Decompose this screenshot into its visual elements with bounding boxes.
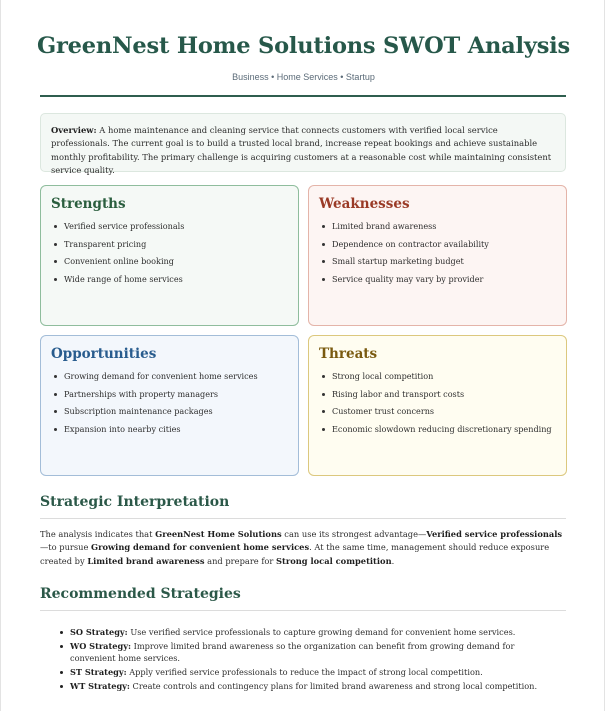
opportunity-item: Growing demand for convenient home services [51, 371, 288, 382]
strategy-item [58, 680, 558, 692]
strategies-list [58, 626, 558, 694]
weakness-item: Dependence on contractor availability [319, 239, 556, 250]
strategy-label: SO Strategy: [70, 627, 128, 637]
weaknesses-title: Weaknesses [319, 196, 410, 212]
threat-item: Customer trust concerns [319, 406, 556, 417]
strategy-text: Use verified service professionals to capture growing demand for convenient home services. [127, 627, 516, 637]
strategies-heading: Recommended Strategies [40, 586, 241, 602]
opportunities-list [51, 371, 288, 435]
opportunity-item: Partnerships with property managers [51, 389, 288, 400]
strategy-label: WO Strategy: [70, 641, 131, 651]
weakness-item: Small startup marketing budget [319, 256, 556, 267]
threats-list [319, 371, 556, 435]
strategy-text: Apply verified service professionals to reduce the impact of strong local competition. [126, 667, 483, 677]
interp-text: . [391, 555, 395, 566]
strength-item: Transparent pricing [51, 239, 288, 250]
threats-card [308, 335, 567, 476]
interpretation-divider [40, 518, 566, 519]
interp-emphasis: Verified service professionals [426, 529, 563, 539]
strengths-title: Strengths [51, 196, 126, 212]
strength-item: Convenient online booking [51, 256, 288, 267]
weakness-item: Service quality may vary by provider [319, 274, 556, 285]
strength-item: Verified service professionals [51, 221, 288, 232]
weaknesses-list [319, 221, 556, 285]
strength-item: Wide range of home services [51, 274, 288, 285]
strengths-list [51, 221, 288, 285]
overview-box [40, 113, 566, 176]
strategy-item [58, 666, 558, 678]
interp-text: . At the same time, management should reduce exposure created by [40, 542, 550, 566]
overview-text: A home maintenance and cleaning service that connects customers with verified local service professionals. The current goal is to build a trusted local brand, increase repeat bookings and achieve sustainable monthly profitability. The primary challenge is acquiring customers at a reasonable cost while maintaining consistent service quality. [51, 125, 552, 176]
weakness-item: Limited brand awareness [319, 221, 556, 232]
interp-emphasis: Strong local competition [276, 555, 392, 566]
interp-emphasis: GreenNest Home Solutions [155, 529, 282, 539]
threat-item: Strong local competition [319, 371, 556, 382]
interp-text: can use its strongest advantage— [281, 529, 427, 539]
strategy-label: ST Strategy: [70, 667, 127, 677]
strengths-card [40, 185, 299, 326]
overview-label: Overview: [51, 125, 97, 135]
strategies-divider [40, 610, 566, 611]
strategy-text: Improve limited brand awareness so the organization can benefit from growing demand for convenient home services. [70, 641, 515, 663]
weaknesses-card [308, 185, 567, 326]
strategy-item [58, 640, 558, 664]
interp-text: and prepare for [204, 555, 277, 566]
interpretation-heading: Strategic Interpretation [40, 494, 230, 510]
interp-emphasis: Growing demand for convenient home services [91, 542, 310, 553]
strategy-text: Create controls and contingency plans for limited brand awareness and strong local competition. [129, 681, 538, 691]
opportunities-title: Opportunities [51, 346, 157, 362]
header-divider [40, 95, 566, 97]
threat-item: Economic slowdown reducing discretionary spending [319, 424, 556, 435]
opportunity-item: Subscription maintenance packages [51, 406, 288, 417]
page-subtitle: Business • Home Services • Startup [232, 72, 375, 82]
strategy-item [58, 626, 558, 638]
interp-text: —to pursue [40, 542, 92, 553]
strategy-label: WT Strategy: [70, 681, 130, 691]
page-title: GreenNest Home Solutions SWOT Analysis [36, 33, 570, 59]
threat-item: Rising labor and transport costs [319, 389, 556, 400]
interp-emphasis: Limited brand awareness [87, 555, 205, 566]
threats-title: Threats [319, 346, 378, 362]
opportunities-card [40, 335, 299, 476]
interpretation-paragraph [40, 528, 566, 568]
interp-text: The analysis indicates that [40, 529, 156, 539]
opportunity-item: Expansion into nearby cities [51, 424, 288, 435]
